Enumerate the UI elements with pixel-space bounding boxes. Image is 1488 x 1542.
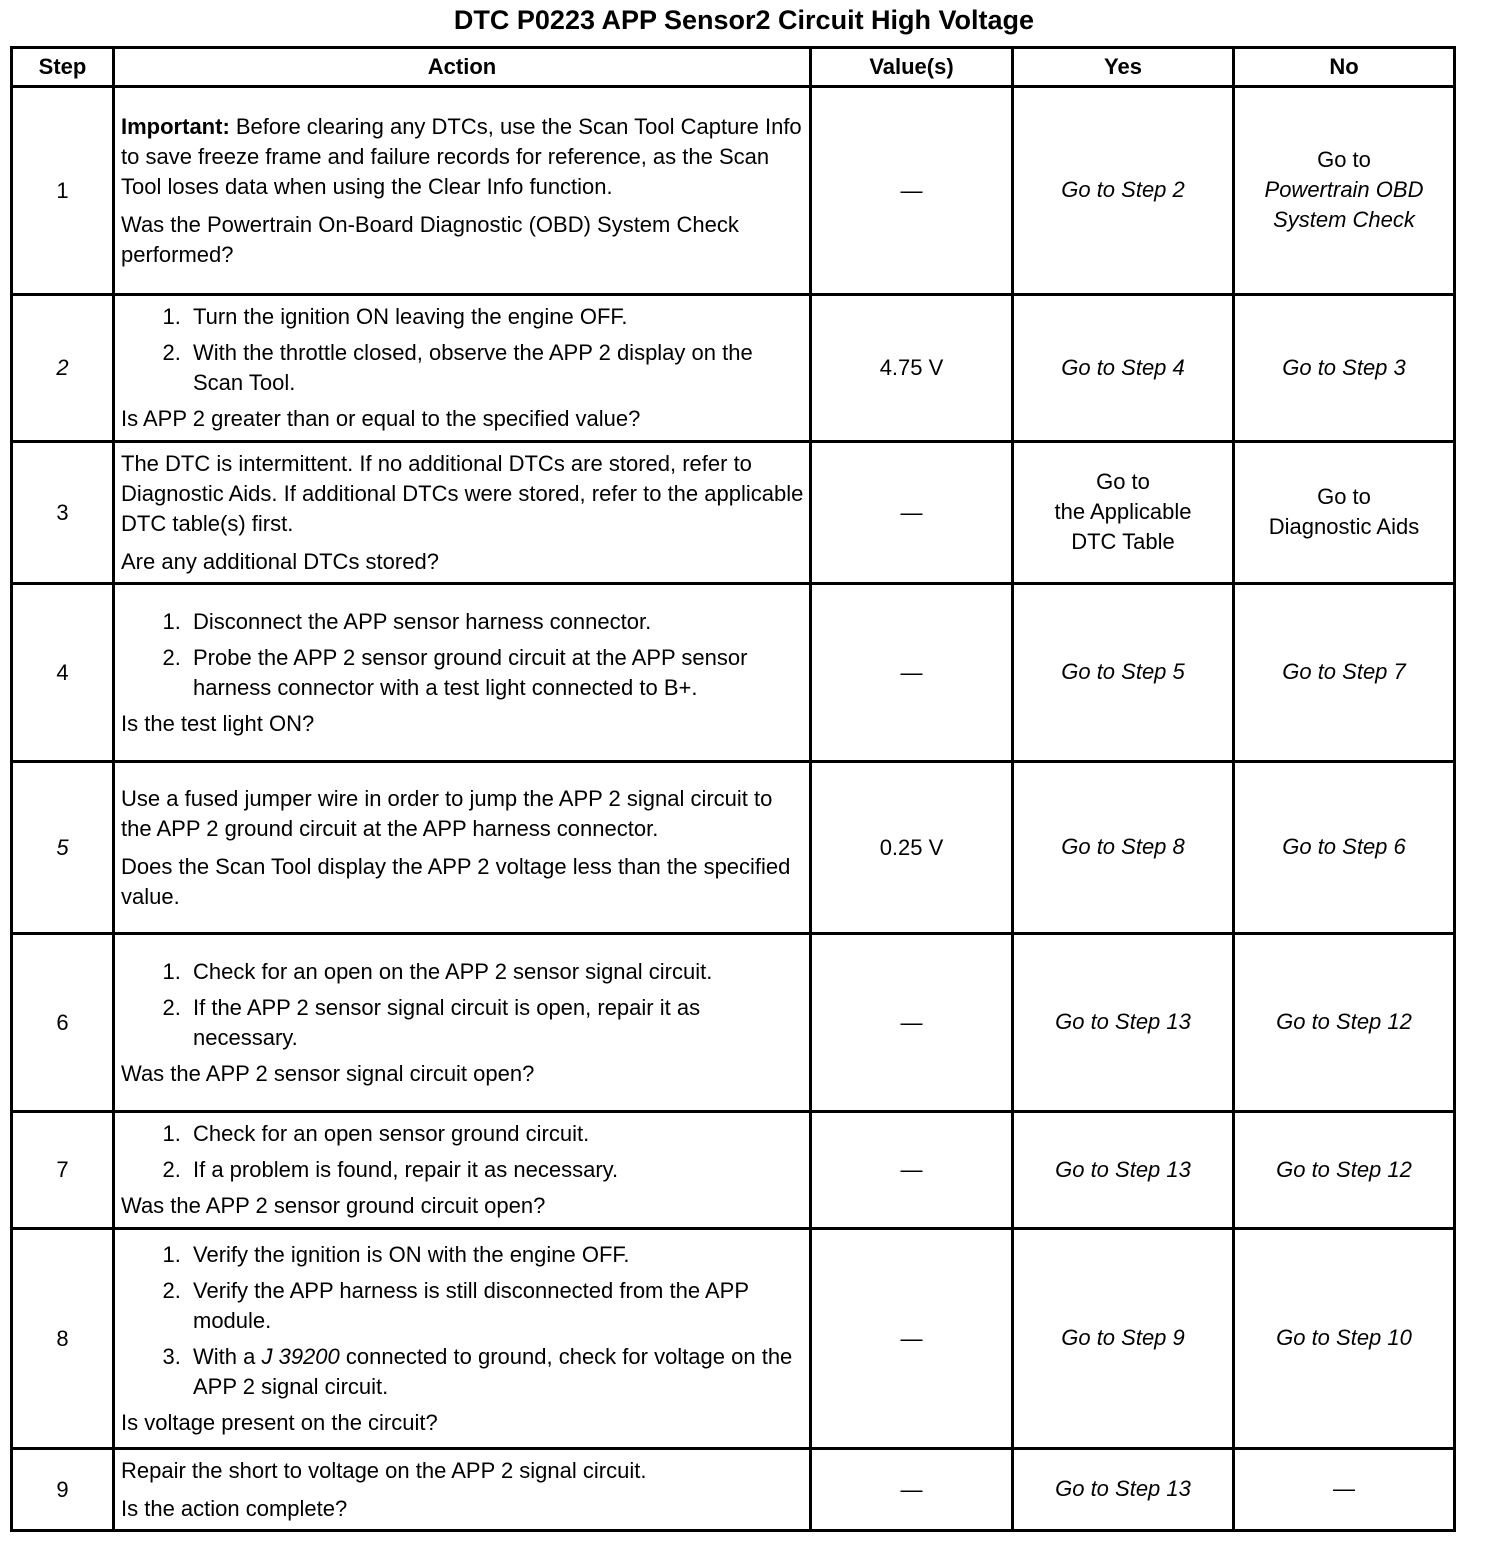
item-text: connected to ground, check for voltage on the APP 2 signal circuit.	[193, 1343, 793, 1399]
no-cell	[1234, 442, 1455, 584]
goto-link[interactable]: Go to Step 13	[1055, 1156, 1191, 1182]
yes-cell	[1013, 442, 1234, 584]
no-cell	[1234, 1112, 1455, 1229]
goto-link[interactable]: Go to Step 2	[1061, 177, 1185, 202]
no-cell	[1234, 934, 1455, 1112]
no-cell: —	[1234, 1449, 1455, 1531]
list-item: 1. Verify the ignition is ON with the engine OFF.	[187, 1240, 805, 1270]
value-cell: 0.25 V	[811, 762, 1013, 934]
goto-link[interactable]: Go to Step 12	[1276, 1009, 1412, 1034]
yes-cell	[1013, 934, 1234, 1112]
no-cell	[1234, 87, 1455, 295]
step-number: 2	[12, 295, 114, 442]
step-number: 5	[12, 762, 114, 934]
list-item: 1. Turn the ignition ON leaving the engine OFF.	[187, 302, 805, 332]
list-item: 1. Check for an open sensor ground circuit.	[187, 1119, 805, 1149]
table-row	[12, 1449, 1455, 1531]
action-cell	[114, 762, 811, 934]
question: Is voltage present on the circuit?	[121, 1409, 438, 1435]
value-cell: 4.75 V	[811, 295, 1013, 442]
step-number: 3	[12, 442, 114, 584]
list-item: 2. If the APP 2 sensor signal circuit is open, repair it as necessary.	[187, 993, 805, 1053]
no-cell	[1234, 762, 1455, 934]
action-cell	[114, 87, 811, 295]
goto-link[interactable]: Go to Step 10	[1276, 1325, 1412, 1350]
goto-line[interactable]: Go to	[1096, 469, 1150, 494]
goto-link[interactable]: Go to Step 13	[1055, 1009, 1191, 1034]
tool-reference: J 39200	[261, 1343, 340, 1369]
header-yes: Yes	[1013, 48, 1234, 87]
diagnostic-table	[10, 46, 1456, 1532]
table-row	[12, 1229, 1455, 1449]
goto-link[interactable]: Go to Step 13	[1055, 1476, 1191, 1501]
goto-prefix: Go to	[1317, 147, 1371, 172]
table-row	[12, 584, 1455, 762]
step-number: 1	[12, 87, 114, 295]
goto-link[interactable]: Go to Step 3	[1282, 354, 1406, 380]
question: Does the Scan Tool display the APP 2 voltage less than the specified value.	[121, 853, 791, 909]
important-label: Important:	[121, 113, 230, 139]
value-cell: —	[811, 1112, 1013, 1229]
no-cell	[1234, 295, 1455, 442]
yes-cell	[1013, 295, 1234, 442]
question: Is the action complete?	[121, 1495, 348, 1521]
goto-link[interactable]: Go to Step 7	[1282, 659, 1406, 684]
goto-line[interactable]: DTC Table	[1071, 529, 1175, 554]
yes-cell	[1013, 1229, 1234, 1449]
yes-cell	[1013, 1112, 1234, 1229]
action-cell	[114, 1112, 811, 1229]
table-row	[12, 442, 1455, 584]
page-title: DTC P0223 APP Sensor2 Circuit High Voltage	[453, 5, 1035, 35]
value-cell: —	[811, 442, 1013, 584]
step-number: 7	[12, 1112, 114, 1229]
table-row	[12, 295, 1455, 442]
goto-link[interactable]: Go to Step 4	[1061, 354, 1185, 380]
value-cell: —	[811, 584, 1013, 762]
action-list	[121, 302, 805, 398]
action-list	[121, 607, 805, 703]
value-cell: —	[811, 87, 1013, 295]
goto-line[interactable]: Diagnostic Aids	[1268, 514, 1420, 539]
step-number: 4	[12, 584, 114, 762]
value-cell: —	[811, 1229, 1013, 1449]
table-row	[12, 87, 1455, 295]
list-item: 2. If a problem is found, repair it as necessary.	[187, 1155, 805, 1185]
goto-link[interactable]: Go to Step 8	[1061, 834, 1185, 859]
goto-link[interactable]: Go to Step 12	[1276, 1156, 1412, 1182]
question: Was the APP 2 sensor ground circuit open?	[121, 1193, 546, 1218]
action-list	[121, 1240, 805, 1402]
table-row	[12, 762, 1455, 934]
action-list	[121, 957, 805, 1053]
yes-cell	[1013, 1449, 1234, 1531]
question: Is the test light ON?	[121, 710, 315, 736]
instruction-text: Repair the short to voltage on the APP 2 signal circuit.	[121, 1457, 647, 1483]
action-cell	[114, 295, 811, 442]
action-cell	[114, 442, 811, 584]
step-number: 6	[12, 934, 114, 1112]
goto-link[interactable]: Go to Step 9	[1061, 1325, 1185, 1350]
goto-link[interactable]: Go to Step 6	[1282, 834, 1406, 859]
question: Are any additional DTCs stored?	[121, 548, 439, 574]
list-item: 1. Disconnect the APP sensor harness connector.	[187, 607, 805, 637]
step-number: 9	[12, 1449, 114, 1531]
goto-link[interactable]: Go to Step 5	[1061, 659, 1185, 684]
important-note	[121, 112, 805, 202]
list-item: 1. Check for an open on the APP 2 sensor signal circuit.	[187, 957, 805, 987]
yes-cell	[1013, 584, 1234, 762]
value-cell: —	[811, 934, 1013, 1112]
list-item	[187, 1342, 805, 1402]
table-row	[12, 934, 1455, 1112]
important-text: Before clearing any DTCs, use the Scan Tool Capture Info to save freeze frame and failure records for reference, as the Scan Tool loses data when using the Clear Info function.	[121, 113, 802, 199]
action-cell	[114, 1229, 811, 1449]
header-values: Value(s)	[811, 48, 1013, 87]
action-cell	[114, 934, 811, 1112]
action-cell	[114, 584, 811, 762]
goto-link[interactable]: Powertrain OBD System Check	[1264, 177, 1424, 232]
table-row	[12, 1112, 1455, 1229]
instruction-text: Use a fused jumper wire in order to jump the APP 2 signal circuit to the APP 2 ground circuit at the APP harness connector.	[121, 785, 773, 841]
question: Was the Powertrain On-Board Diagnostic (OBD) System Check performed?	[121, 211, 739, 267]
header-no: No	[1234, 48, 1455, 87]
question: Is APP 2 greater than or equal to the specified value?	[121, 406, 641, 431]
instruction-text: The DTC is intermittent. If no additional DTCs are stored, refer to Diagnostic Aids. If additional DTCs were stored, refer to the applicable DTC table(s) first.	[121, 450, 804, 536]
question: Was the APP 2 sensor signal circuit open?	[121, 1060, 535, 1086]
step-number: 8	[12, 1229, 114, 1449]
list-item: 2. Verify the APP harness is still disconnected from the APP module.	[187, 1276, 805, 1336]
no-cell	[1234, 1229, 1455, 1449]
list-item: 2. Probe the APP 2 sensor ground circuit at the APP sensor harness connector with a test light connected to B+.	[187, 643, 805, 703]
goto-line[interactable]: the Applicable	[1054, 499, 1192, 524]
yes-cell	[1013, 762, 1234, 934]
no-cell	[1234, 584, 1455, 762]
value-cell: —	[811, 1449, 1013, 1531]
header-action: Action	[114, 48, 811, 87]
yes-cell	[1013, 87, 1234, 295]
header-row	[12, 48, 1455, 87]
header-step: Step	[12, 48, 114, 87]
item-text: With a	[193, 1343, 262, 1369]
list-item: 2. With the throttle closed, observe the APP 2 display on the Scan Tool.	[187, 338, 805, 398]
goto-line[interactable]: Go to	[1317, 484, 1371, 509]
action-list	[121, 1119, 805, 1185]
action-cell	[114, 1449, 811, 1531]
